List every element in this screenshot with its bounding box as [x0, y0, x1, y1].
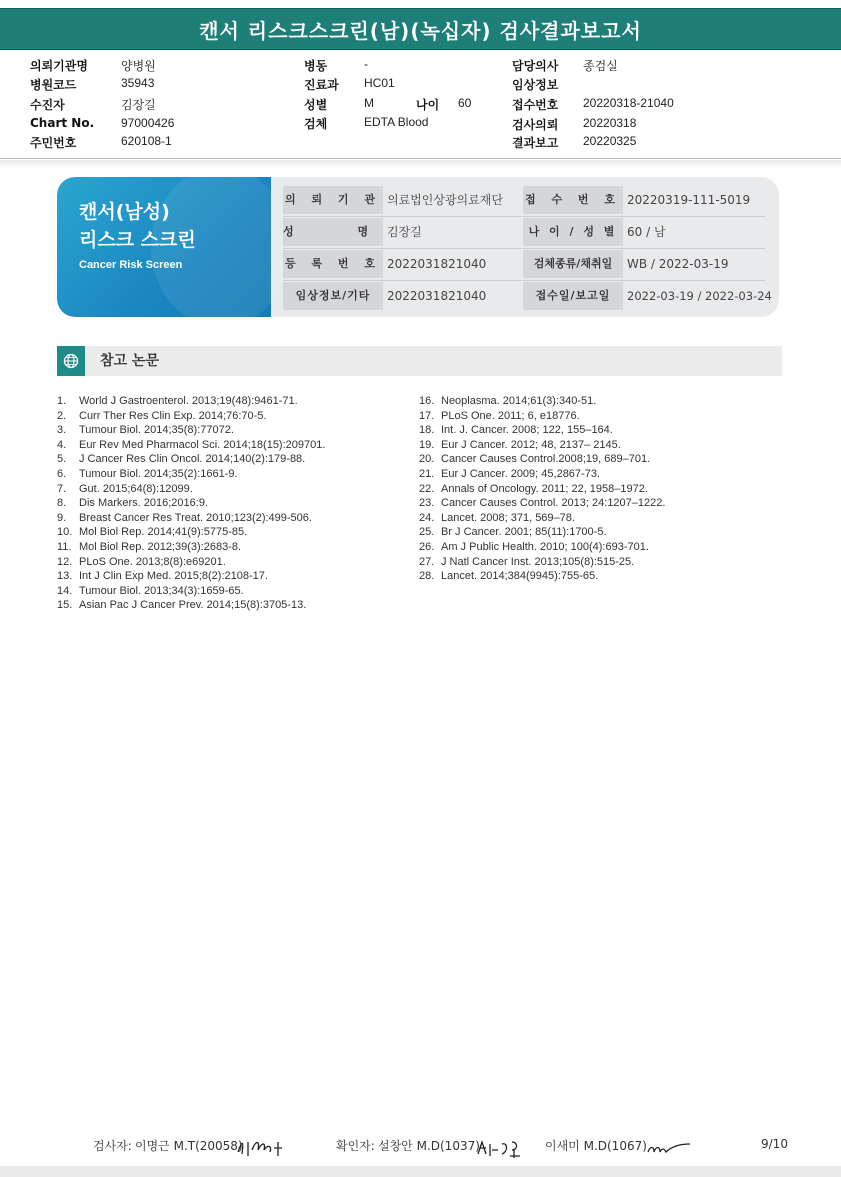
card-key-clinical: 임상정보/기타	[283, 282, 383, 310]
examiner-name: 이명근 M.T(20058)	[135, 1139, 243, 1153]
confirmer2-signature	[646, 1136, 692, 1164]
reference-text: Eur J Cancer. 2012; 48, 2137– 2145.	[441, 438, 621, 451]
header-value-department: HC01	[364, 76, 395, 90]
confirmer1-name: 설창안 M.D(1037)	[378, 1139, 480, 1153]
reference-item	[419, 423, 665, 438]
reference-number: 3.	[57, 424, 67, 437]
card-key-dates: 접수일/보고일	[523, 282, 623, 310]
reference-number: 26.	[419, 540, 435, 553]
reference-text: J Natl Cancer Inst. 2013;105(8):515-25.	[441, 555, 635, 568]
card-value-receipt-no: 20220319-111-5019	[627, 193, 751, 207]
patient-info-card	[57, 177, 779, 317]
header-label-receipt-no: 접수번호	[512, 98, 559, 112]
reference-number: 15.	[57, 599, 73, 612]
reference-text: Neoplasma. 2014;61(3):340-51.	[441, 395, 597, 407]
card-key-age-sex: 나 이 / 성 별	[523, 218, 623, 246]
header-label-doctor: 담당의사	[512, 59, 559, 73]
card-value-name: 김장길	[387, 225, 422, 239]
header-label-specimen: 검체	[304, 117, 328, 131]
reference-text: Int. J. Cancer. 2008; 122, 155–164.	[441, 424, 613, 437]
header-shadow	[0, 160, 841, 168]
header-value-ward: -	[364, 57, 368, 71]
confirmer2-name: 이새미 M.D(1067)	[545, 1139, 647, 1153]
report-title: 캔서 리스크스크린(남)(녹십자) 검사결과보고서	[199, 18, 642, 43]
reference-item	[57, 394, 325, 409]
reference-text: Eur Rev Med Pharmacol Sci. 2014;18(15):209701.	[79, 438, 326, 451]
header-value-chart-no: 97000426	[121, 116, 175, 130]
reference-number: 20.	[419, 453, 435, 466]
header-value-hospital-code: 35943	[121, 76, 155, 90]
reference-item	[419, 452, 665, 467]
reference-number: 7.	[57, 482, 67, 495]
reference-number: 12.	[57, 555, 73, 568]
reference-item	[57, 569, 325, 584]
card-subtitle: Cancer Risk Screen	[79, 259, 183, 271]
reference-number: 17.	[419, 409, 435, 422]
reference-item	[57, 467, 325, 482]
header-label-report-date: 결과보고	[512, 136, 559, 150]
reference-item	[419, 394, 665, 409]
card-value-registration-no: 2022031821040	[387, 257, 487, 271]
reference-item	[57, 423, 325, 438]
reference-item	[57, 496, 325, 511]
header-value-institution: 양병원	[121, 59, 156, 73]
header-value-resident-no: 620108-1	[121, 134, 172, 148]
reference-text: PLoS One. 2011; 6, e18776.	[441, 409, 580, 422]
card-row-divider	[283, 280, 765, 281]
reference-text: Gut. 2015;64(8):12099.	[79, 482, 193, 495]
reference-item	[57, 598, 325, 613]
reference-text: World J Gastroenterol. 2013;19(48):9461-71.	[79, 395, 298, 407]
reference-text: J Cancer Res Clin Oncol. 2014;140(2):179-88.	[79, 453, 306, 466]
reference-text: Tumour Biol. 2014;35(2):1661-9.	[79, 467, 238, 480]
card-key-institution: 의 뢰 기 관	[283, 186, 383, 214]
reference-text: Int J Clin Exp Med. 2015;8(2):2108-17.	[79, 570, 268, 583]
reference-item	[419, 482, 665, 497]
reference-text: Lancet. 2008; 371, 569–78.	[441, 511, 575, 524]
header-label-hospital-code: 병원코드	[30, 78, 77, 92]
globe-icon	[57, 346, 85, 376]
reference-text: Mol Biol Rep. 2012;39(3):2683-8.	[79, 540, 242, 553]
reference-item	[419, 467, 665, 482]
card-key-name: 성 명	[283, 218, 383, 246]
section-header-bar	[57, 346, 782, 376]
reference-number: 9.	[57, 511, 67, 524]
reference-text: Tumour Biol. 2013;34(3):1659-65.	[79, 584, 244, 597]
bottom-strip	[0, 1166, 841, 1177]
reference-item	[419, 511, 665, 526]
reference-text: Am J Public Health. 2010; 100(4):693-701.	[441, 540, 649, 553]
reference-item	[57, 482, 325, 497]
reference-item	[57, 525, 325, 540]
reference-number: 11.	[57, 540, 72, 553]
card-row-divider	[283, 248, 765, 249]
page-number: 9/10	[761, 1137, 788, 1151]
card-row-divider	[283, 216, 765, 217]
confirmer-label: 확인자:	[336, 1139, 375, 1153]
reference-number: 10.	[57, 526, 73, 539]
header-label-institution: 의뢰기관명	[30, 59, 88, 73]
reference-item	[419, 438, 665, 453]
reference-item	[57, 452, 325, 467]
reference-item	[57, 540, 325, 555]
confirmer1-signature	[474, 1136, 524, 1164]
header-label-resident-no: 주민번호	[30, 136, 77, 150]
header-label-ward: 병동	[304, 59, 328, 73]
reference-number: 16.	[419, 395, 435, 407]
header-label-request-date: 검사의뢰	[512, 118, 559, 132]
reference-number: 14.	[57, 584, 73, 597]
reference-number: 6.	[57, 467, 67, 480]
reference-item	[419, 525, 665, 540]
header-value-patient: 김장길	[121, 98, 156, 112]
card-value-specimen: WB / 2022-03-19	[627, 257, 729, 271]
reference-text: Mol Biol Rep. 2014;41(9):5775-85.	[79, 526, 248, 539]
header-label-clinical-info: 임상정보	[512, 78, 559, 92]
reference-item	[57, 511, 325, 526]
reference-item	[419, 555, 665, 570]
header-divider	[0, 158, 841, 159]
card-value-dates: 2022-03-19 / 2022-03-24	[627, 289, 772, 303]
reference-text: Lancet. 2014;384(9945):755-65.	[441, 570, 599, 583]
reference-number: 13.	[57, 570, 73, 583]
header-label-patient: 수진자	[30, 98, 65, 112]
reference-text: Br J Cancer. 2001; 85(11):1700-5.	[441, 526, 607, 539]
header-label-sex: 성별	[304, 98, 328, 112]
reference-number: 4.	[57, 438, 67, 451]
references-left-column	[57, 394, 325, 613]
header-value-age: 60	[458, 96, 472, 110]
header-label-chart-no: Chart No.	[30, 116, 95, 130]
card-key-registration-no: 등 록 번 호	[283, 250, 383, 278]
reference-text: Annals of Oncology. 2011; 22, 1958–1972.	[441, 482, 648, 495]
reference-item	[57, 438, 325, 453]
reference-text: Asian Pac J Cancer Prev. 2014;15(8):3705-13.	[79, 599, 307, 612]
reference-number: 23.	[419, 497, 435, 510]
card-banner	[57, 177, 271, 317]
reference-number: 1.	[57, 395, 67, 407]
reference-item	[57, 555, 325, 570]
reference-number: 24.	[419, 511, 435, 524]
reference-item	[57, 584, 325, 599]
header-value-sex: M	[364, 96, 374, 110]
reference-item	[419, 496, 665, 511]
reference-number: 19.	[419, 438, 435, 451]
card-key-specimen: 검체종류/채취일	[523, 250, 623, 278]
section-title: 참고 논문	[100, 353, 159, 369]
reference-number: 2.	[57, 409, 67, 422]
header-label-department: 진료과	[304, 78, 339, 92]
reference-number: 27.	[419, 555, 435, 568]
card-key-receipt-no: 접 수 번 호	[523, 186, 623, 214]
reference-item	[419, 569, 665, 584]
card-value-institution: 의료법인상광의료재단	[387, 193, 503, 207]
reference-text: Breast Cancer Res Treat. 2010;123(2):499-506.	[79, 511, 312, 524]
card-title-line2: 리스크 스크린	[79, 229, 196, 251]
references-right-column	[419, 394, 665, 584]
reference-number: 22.	[419, 482, 435, 495]
card-title-line1: 캔서(남성)	[79, 201, 170, 223]
reference-number: 18.	[419, 424, 435, 437]
header-label-age: 나이	[416, 98, 440, 112]
reference-number: 25.	[419, 526, 435, 539]
card-value-clinical: 2022031821040	[387, 289, 487, 303]
card-value-age-sex: 60 / 남	[627, 225, 666, 239]
reference-number: 28.	[419, 570, 435, 583]
header-value-doctor: 종검실	[583, 59, 618, 73]
header-value-report-date: 20220325	[583, 134, 637, 148]
report-title-bar	[0, 8, 841, 50]
reference-text: Dis Markers. 2016;2016:9.	[79, 497, 209, 510]
reference-item	[419, 409, 665, 424]
reference-text: Cancer Causes Control. 2013; 24:1207–1222.	[441, 497, 666, 510]
reference-text: Cancer Causes Control.2008;19, 689–701.	[441, 453, 651, 466]
reference-number: 5.	[57, 453, 67, 466]
reference-item	[57, 409, 325, 424]
header-value-receipt-no: 20220318-21040	[583, 96, 674, 110]
reference-number: 8.	[57, 497, 67, 510]
reference-text: Eur J Cancer. 2009; 45,2867-73.	[441, 467, 600, 480]
examiner-label: 검사자:	[93, 1139, 132, 1153]
header-value-request-date: 20220318	[583, 116, 637, 130]
reference-number: 21.	[419, 467, 435, 480]
reference-item	[419, 540, 665, 555]
reference-text: Curr Ther Res Clin Exp. 2014;76:70-5.	[79, 409, 267, 422]
header-value-specimen: EDTA Blood	[364, 115, 429, 129]
examiner-signature	[236, 1136, 286, 1164]
reference-text: Tumour Biol. 2014;35(8):77072.	[79, 424, 234, 437]
reference-text: PLoS One. 2013;8(8):e69201.	[79, 555, 226, 568]
